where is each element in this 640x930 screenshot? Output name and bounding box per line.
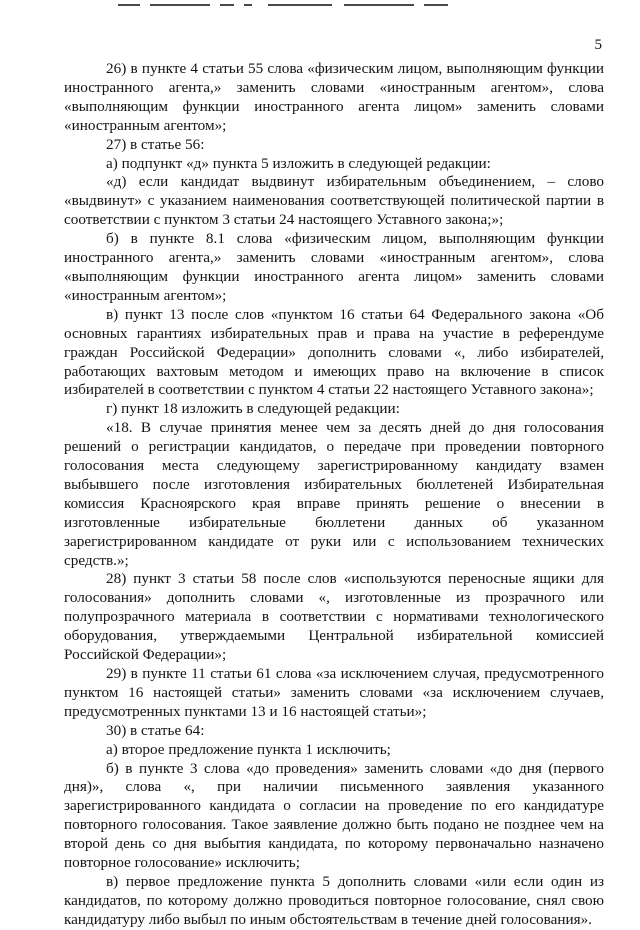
paragraph-27-v: в) пункт 13 после слов «пунктом 16 статьи 64 Федерального закона «Об основных гарантиях избирательных прав и права на участие в референдуме граждан Российской Федерации» дополнить словами «, либо избирателей, работающих вахтовым методом и имеющих право на включение в список избирателей в соответствии с пунктом 4 статьи 22 настоящего Уставного закона»; [64, 305, 604, 399]
page-number: 5 [594, 37, 602, 53]
paragraph-28: 28) пункт 3 статьи 58 после слов «используются переносные ящики для голосования» дополнить словами «, изготовленные из прозрачного или полупрозрачного материала в соответствии с нормативами технологического оборудования, утверждаемыми Центральной избирательной комиссией Российской Федерации»; [64, 570, 604, 664]
paragraph-27-a-text: «д) если кандидат выдвинут избирательным объединением, – слово «выдвинут» с указанием наименования соответствующей политической партии в соответствии с пунктом 3 статьи 24 настоящего Уставного закона;»; [64, 173, 604, 229]
paragraph-27: 27) в статье 56: [106, 135, 205, 153]
paragraph-29: 29) в пункте 11 статьи 61 слова «за исключением случая, предусмотренного пунктом 16 настоящей статьи» заменить словами «за исключением случаев, предусмотренных пунктами 13 и 16 настоящей статьи»; [64, 665, 604, 720]
scan-artifact [118, 3, 458, 7]
paragraph-27-g: г) пункт 18 изложить в следующей редакции: [106, 400, 400, 418]
paragraph-27-g-text: «18. В случае принятия менее чем за десять дней до дня голосования решений о регистрации кандидатов, о передаче при проведении повторного голосования места следующему зарегистрированному кандидату взамен выбывшего после изготовления избирательных бюллетеней Избирательная комиссия Красноярского края вправе принять решение о внесении в изготовленные избирательные бюллетени данных об указанном зарегистрированном кандидате от руки или с использованием технических средств.»; [64, 419, 604, 569]
paragraph-26: 26) в пункте 4 статьи 55 слова «физическим лицом, выполняющим функции иностранного агента,» заменить словами «иностранным агентом», слова «выполняющим функции иностранного агента лицом» заменить словами «иностранным агентом»; [64, 60, 604, 134]
paragraph-30: 30) в статье 64: [106, 721, 205, 739]
paragraph-30-b: б) в пункте 3 слова «до проведения» заменить словами «до дня (первого дня)», слова «, при наличии письменного заявления указанного зарегистрированного кандидата о согласии на проведение по его кандидатуре повторного голосования. Такое заявление должно быть подано не позднее чем на второй день со дня выбытия кандидата, по которому первоначально назначено повторное голосование» исключить; [64, 759, 604, 872]
document-body [64, 60, 604, 930]
paragraph-27-a: а) подпункт «д» пункта 5 изложить в следующей редакции: [106, 154, 491, 172]
paragraph-30-v: в) первое предложение пункта 5 дополнить словами «или если один из кандидатов, по которому должно проводиться повторное голосование, снял свою кандидатуру либо выбыл по иным обстоятельствам в течение дней голосования». [64, 872, 604, 928]
paragraph-30-a: а) второе предложение пункта 1 исключить; [106, 740, 391, 758]
paragraph-27-b: б) в пункте 8.1 слова «физическим лицом, выполняющим функции иностранного агента,» заменить словами «иностранным агентом», слова «выполняющим функции иностранного агента лицом» заменить словами «иностранным агентом»; [64, 230, 604, 304]
